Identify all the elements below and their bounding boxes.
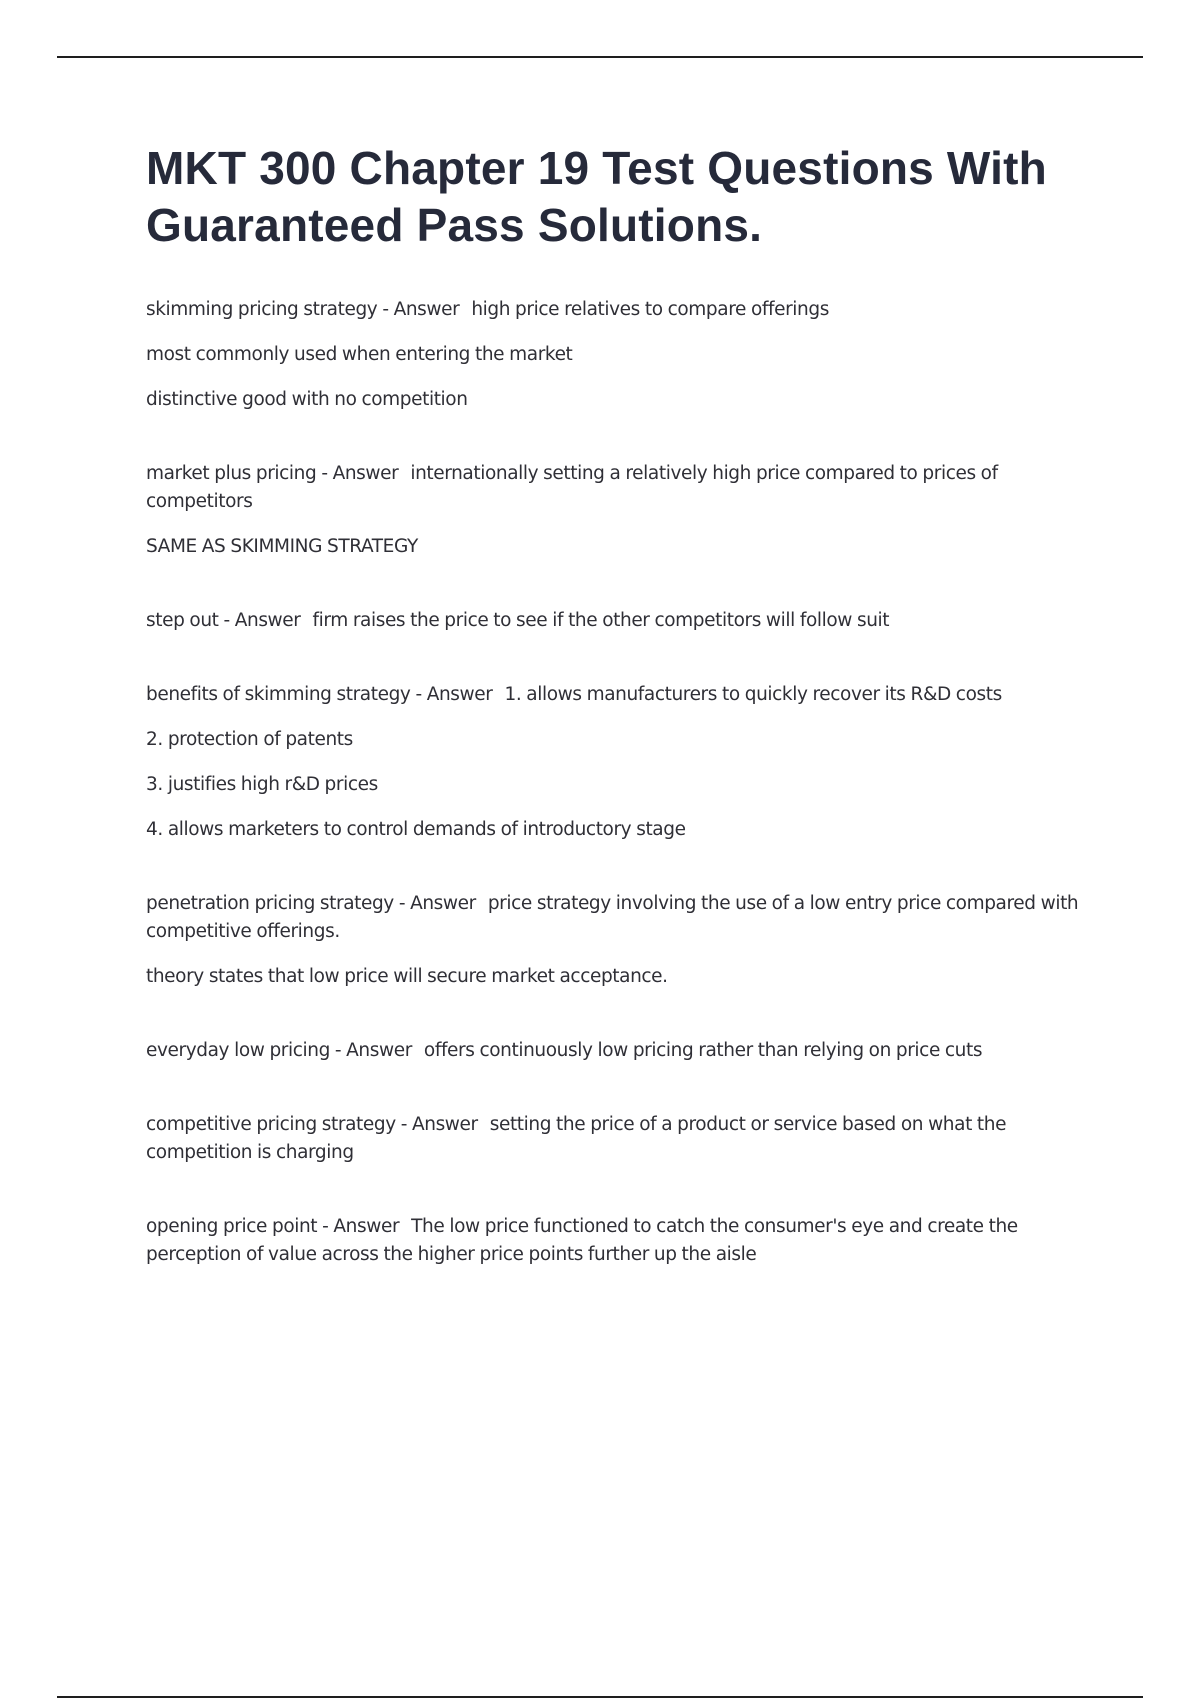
answer-text: high price relatives to compare offerings	[471, 299, 829, 320]
answer-label: - Answer	[329, 1040, 412, 1061]
term: benefits of skimming strategy	[146, 684, 411, 705]
term: opening price point	[146, 1216, 318, 1237]
term: skimming pricing strategy	[146, 299, 378, 320]
answer-text: setting the price of a product or service based on what the competition is charging	[146, 1114, 1007, 1163]
qa-entry-benefits-of-skimming-strategy	[146, 681, 1086, 844]
answer-line: SAME AS SKIMMING STRATEGY	[146, 536, 418, 557]
answer-line: most commonly used when entering the market	[146, 344, 573, 365]
term: penetration pricing strategy	[146, 893, 394, 914]
qa-entry-opening-price-point	[146, 1213, 1086, 1269]
qa-first-line	[146, 1213, 1086, 1269]
answer-label: - Answer	[410, 684, 493, 705]
term: everyday low pricing	[146, 1040, 330, 1061]
answer-line: theory states that low price will secure market acceptance.	[146, 966, 668, 987]
answer-line: 2. protection of patents	[146, 729, 353, 750]
answer-text: offers continuously low pricing rather than relying on price cuts	[423, 1040, 983, 1061]
answer-label: - Answer	[317, 1216, 400, 1237]
qa-first-line	[146, 460, 1086, 516]
qa-first-line	[146, 890, 1086, 946]
document-title: MKT 300 Chapter 19 Test Questions With Guaranteed Pass Solutions.	[146, 142, 1047, 251]
answer-label: - Answer	[395, 1114, 478, 1135]
qa-first-line	[146, 1037, 1086, 1065]
qa-list	[146, 296, 1086, 1269]
qa-first-line	[146, 296, 1086, 324]
qa-entry-everyday-low-pricing	[146, 1037, 1086, 1065]
qa-first-line	[146, 1111, 1086, 1167]
answer-text: The low price functioned to catch the consumer's eye and create the perception of value across the higher price points further up the aisle	[146, 1216, 1018, 1265]
answer-label: - Answer	[393, 893, 476, 914]
qa-entry-competitive-pricing-strategy	[146, 1111, 1086, 1167]
term: market plus pricing	[146, 463, 317, 484]
answer-text: price strategy involving the use of a low entry price compared with competitive offerings.	[146, 893, 1079, 942]
qa-entry-penetration-pricing-strategy	[146, 890, 1086, 991]
answer-text: firm raises the price to see if the other competitors will follow suit	[312, 610, 890, 631]
answer-line: 4. allows marketers to control demands of introductory stage	[146, 819, 686, 840]
qa-first-line	[146, 607, 1086, 635]
term: step out	[146, 610, 219, 631]
answer-line: 3. justifies high r&D prices	[146, 774, 378, 795]
term: competitive pricing strategy	[146, 1114, 396, 1135]
answer-text: internationally setting a relatively high price compared to prices of competitors	[146, 463, 998, 512]
answer-text: 1. allows manufacturers to quickly recover its R&D costs	[504, 684, 1002, 705]
answer-label: - Answer	[218, 610, 301, 631]
qa-entry-step-out	[146, 607, 1086, 635]
answer-label: - Answer	[377, 299, 460, 320]
qa-entry-skimming-pricing-strategy	[146, 296, 1086, 414]
answer-line: distinctive good with no competition	[146, 389, 468, 410]
top-rule	[57, 56, 1143, 58]
answer-label: - Answer	[316, 463, 399, 484]
document-page	[146, 140, 1086, 1315]
qa-first-line	[146, 681, 1086, 709]
qa-entry-market-plus-pricing	[146, 460, 1086, 561]
bottom-rule	[57, 1696, 1143, 1698]
